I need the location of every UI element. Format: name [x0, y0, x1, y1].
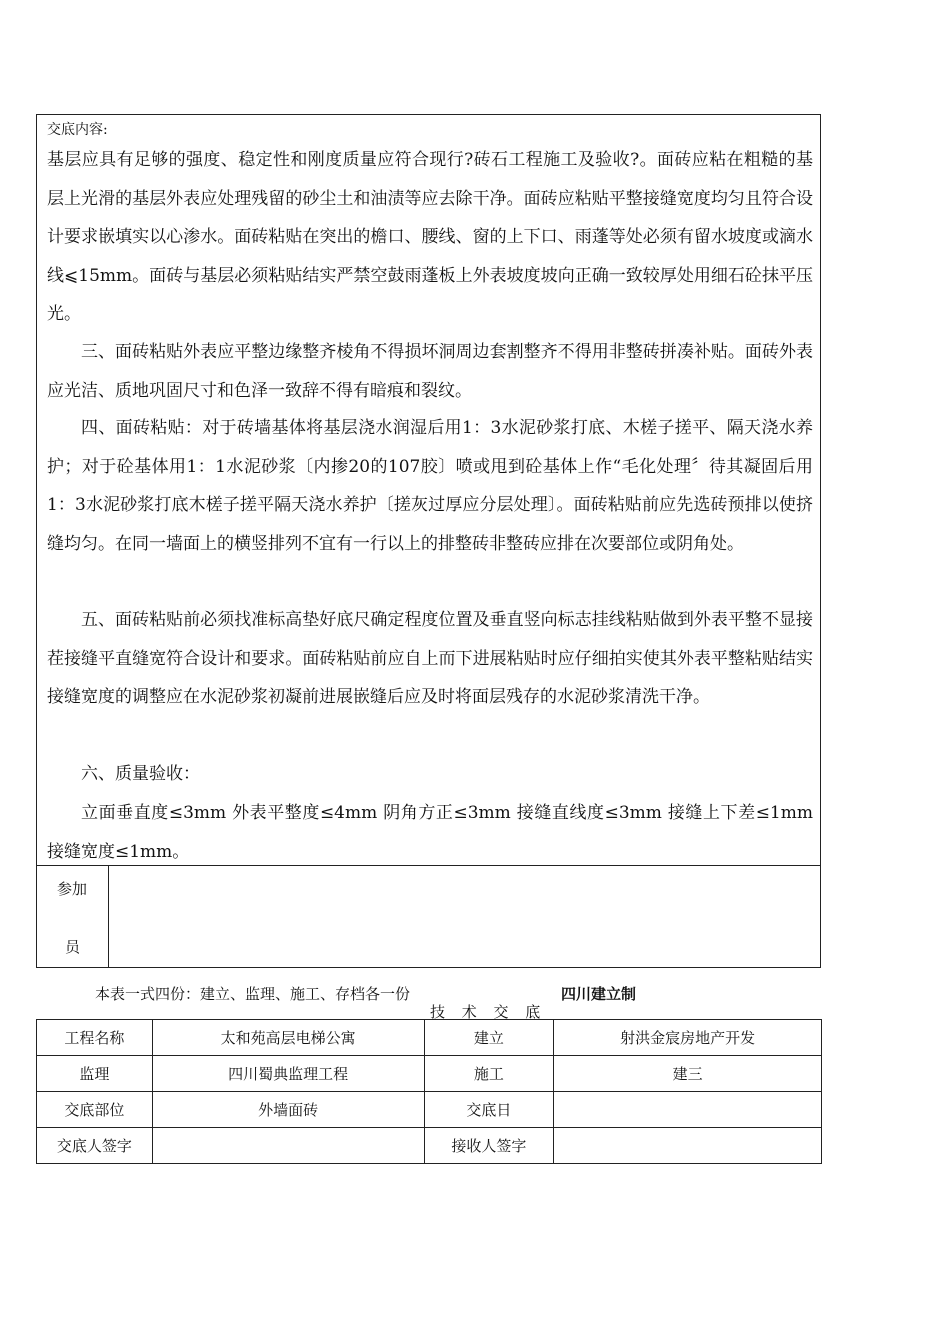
paragraph-section-5: 五、面砖粘贴前必须找准标高垫好底尺确定程度位置及垂直竖向标志挂线粘贴做到外表平整不显接茬接缝平直缝宽符合设计和要求。面砖粘贴前应自上而下进展粘贴时应仔细拍实使其外表平整粘贴结实接缝宽度的调整应在水泥砂浆初凝前进展嵌缝后应及时将面层残存的水泥砂浆清洗干净。	[47, 610, 813, 707]
form-maker: 四川建立制	[561, 985, 637, 1003]
copies-note: 本表一式四份：建立、监理、施工、存档各一份	[95, 985, 411, 1003]
disclosure-content-box	[36, 114, 821, 866]
developer-value: 射洪金宸房地产开发	[554, 1020, 822, 1056]
developer-label: 建立	[424, 1020, 554, 1056]
paragraph-section-3: 三、面砖粘贴外表应平整边缘整齐棱角不得损坏洞周边套割整齐不得用非整砖拼凑补贴。面砖外表应光洁、质地巩固尺寸和色泽一致辞不得有暗痕和裂纹。	[47, 342, 813, 401]
participants-box	[36, 865, 821, 968]
table-row	[37, 1128, 822, 1164]
receiver-signature-field	[554, 1128, 822, 1164]
project-name-value: 太和苑高层电梯公寓	[152, 1020, 424, 1056]
project-info-table	[36, 1019, 822, 1164]
supervisor-value: 四川蜀典监理工程	[152, 1056, 424, 1092]
form-title: 技 术 交 底	[430, 1003, 547, 1021]
contractor-label: 施工	[424, 1056, 554, 1092]
paragraph-section-6-title: 六、质量验收：	[81, 764, 200, 784]
participants-label-bottom: 员	[65, 938, 81, 956]
paragraph-base-layer: 基层应具有足够的强度、稳定性和刚度质量应符合现行?砖石工程施工及验收?。面砖应粘在粗糙的基层上光滑的基层外表应处理残留的砂尘土和油渍等应去除干净。面砖应粘贴平整接缝宽度均匀且符合设计要求嵌填实以心渗水。面砖粘贴在突出的檐口、腰线、窗的上下口、雨蓬等处必须有留水坡度或滴水线⩽15mm。面砖与基层必须粘贴结实严禁空鼓雨蓬板上外表坡度坡向正确一致较厚处用细石砼抹平压光。	[47, 150, 813, 324]
content-label: 交底内容:	[47, 122, 108, 138]
participants-label-top: 参加	[57, 880, 88, 898]
receiver-signature-label: 接收人签字	[424, 1128, 554, 1164]
participants-divider	[108, 865, 109, 967]
discloser-signature-label: 交底人签字	[37, 1128, 153, 1164]
discloser-signature-field	[152, 1128, 424, 1164]
supervisor-label: 监理	[37, 1056, 153, 1092]
disclosure-date-label: 交底日	[424, 1092, 554, 1128]
disclosure-date-value	[554, 1092, 822, 1128]
disclosure-location-value: 外墙面砖	[152, 1092, 424, 1128]
table-row	[37, 1056, 822, 1092]
paragraph-section-4: 四、面砖粘贴：对于砖墙基体将基层浇水润湿后用1：3水泥砂浆打底、木槎子搓平、隔天浇水养护；对于砼基体用1：1水泥砂浆〔内掺20的107胶〕喷或甩到砼基体上作“毛化处理〞待其凝固后用1：3水泥砂浆打底木槎子搓平隔天浇水养护〔搓灰过厚应分层处理〕。面砖粘贴前应先选砖预排以使挤缝均匀。在同一墙面上的横竖排列不宜有一行以上的排整砖非整砖应排在次要部位或阴角处。	[47, 418, 813, 554]
paragraph-quality-tolerances: 立面垂直度≤3mm 外表平整度≤4mm 阴角方正≤3mm 接缝直线度≤3mm 接缝上下差≤1mm 接缝宽度≤1mm。	[47, 803, 813, 862]
table-row	[37, 1020, 822, 1056]
disclosure-location-label: 交底部位	[37, 1092, 153, 1128]
table-row	[37, 1092, 822, 1128]
contractor-value: 建三	[554, 1056, 822, 1092]
project-name-label: 工程名称	[37, 1020, 153, 1056]
